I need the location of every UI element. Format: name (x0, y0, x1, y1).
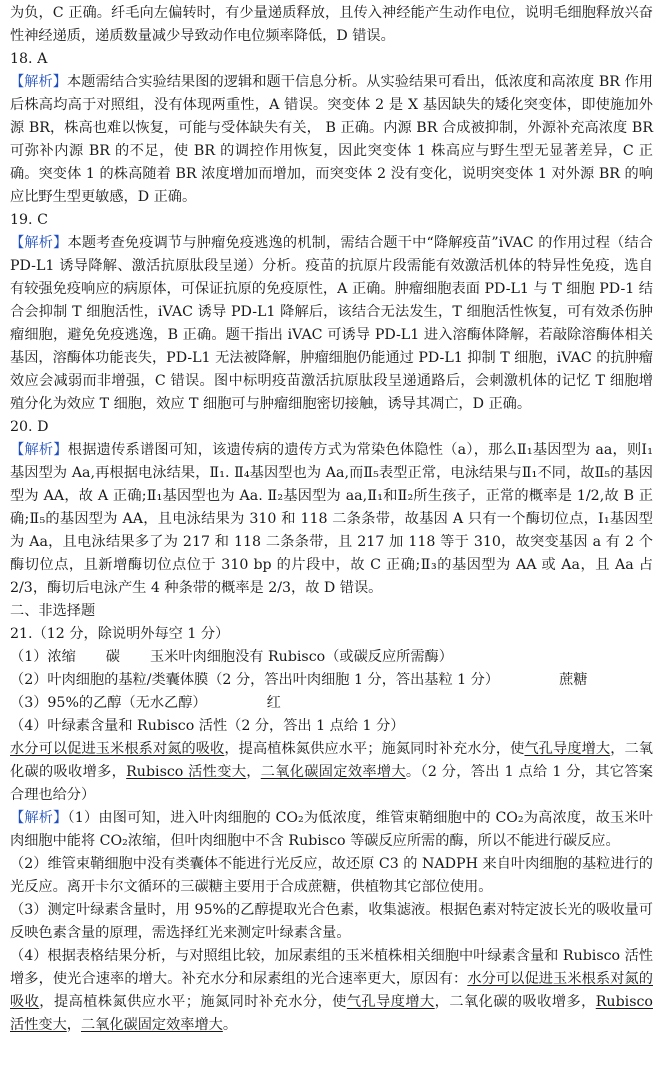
q20-analysis-tag: 【解析】 (10, 442, 68, 458)
q18-explanation (10, 71, 653, 209)
q21-explanation-4-underline-4: 二氧化碳固定效率增大 (80, 1017, 223, 1033)
q21-answer-3-a: （3）95%的乙醇（无水乙醇） (10, 695, 207, 711)
q21-answer-4: （4）叶绿素含量和 Rubisco 活性（2 分，答出 1 点给 1 分） (10, 718, 405, 734)
q19-answer-header: 19. C (10, 212, 48, 228)
q21-explanation-4-underline-1: 水分可以促进玉米根系对氮的吸收 (10, 971, 653, 1010)
q19-explanation-text: 本题考查免疫调节与肿瘤免疫逃逸的机制，需结合题干中“降解疫苗”iVAC 的作用过程（结合 PD-L1 诱导降解、激活抗原肽段呈递）分析。疫苗的抗原片段需能有效激活机体的特异性免疫，选自有较强免疫响应的病原体，可保证抗原的免疫原性，A 正确。肿瘤细胞表面 PD-L1 与 T 细胞 PD-1 结合会抑制 T 细胞活性，iVAC 诱导 PD-L1 降解后，该结合无法发生，T 细胞活性恢复，可有效杀伤肿瘤细胞，避免免疫逃逸，B 正确。题干指出 iVAC 可诱导 PD-L1 进入溶酶体降解，若敲除溶酶体相关基因，溶酶体功能丧失，PD-L1 无法被降解，肿瘤细胞仍能通过 PD-L1 抑制 T 细胞，iVAC 的抗肿瘤效应会减弱而非增强，C 错误。图中标明疫苗激活抗原肽段呈递通路后，会刺激机体的记忆 T 细胞增殖分化为效应 T 细胞，效应 T 细胞可与肿瘤细胞密切接触，诱导其凋亡，D 正确。 (10, 235, 653, 412)
q21-answer-2-a: （2）叶肉细胞的基粒/类囊体膜（2 分，答出叶肉细胞 1 分，答出基粒 1 分） (10, 672, 500, 688)
q21-answer-5-text-3: ， (246, 764, 261, 780)
q20-answer-header: 20. D (10, 419, 49, 435)
q18-answer-header: 18. A (10, 51, 48, 67)
q21-explanation-4-text-1: （4）根据表格结果分析，与对照组比较，加尿素组的玉米植株相关细胞中叶绿素含量和 Rubisco 活性增多，使光合速率的增大。补充水分和尿素组的光合速率更大，原因有： (10, 948, 653, 987)
q21-answer-2-b: 蔗糖 (559, 672, 588, 688)
q21-analysis-tag: 【解析】 (10, 810, 68, 826)
q21-answer-5-underline-1: 水分可以促进玉米根系对氮的吸收 (10, 741, 225, 757)
q21-explanation-4-text-5: 。 (222, 1017, 238, 1033)
q21-answer-5 (10, 738, 653, 807)
section-title: 二、非选择题 (10, 603, 96, 619)
q21-answer-5-text-1: ，提高植株氮供应水平；施氮同时补充水分，使 (224, 741, 525, 757)
q21-answer-1-b: 碳 (105, 649, 120, 665)
q21-answer-5-underline-3: Rubisco 活性变大 (126, 764, 247, 780)
q19-explanation (10, 232, 653, 416)
q18-analysis-tag: 【解析】 (10, 74, 68, 90)
q21-explanation-2: （2）维管束鞘细胞中没有类囊体不能进行光反应，故还原 C3 的 NADPH 来自叶肉细胞的基粒进行的光反应。离开卡尔文循环的三碳糖主要用于合成蔗糖，供植物其它部位使用。 (10, 856, 653, 895)
q21-explanation-4-underline-3: Rubisco 活性变大 (10, 994, 653, 1033)
q21-answer-5-text-4: 。（2 分，答出 1 点给 1 分，其它答案合理也给分） (10, 764, 653, 803)
q20-explanation (10, 439, 653, 600)
q21-explanation-4-underline-2: 气孔导度增大 (346, 994, 435, 1010)
q21-answer-1-a: （1）浓缩 (10, 649, 76, 665)
q21-answer-1 (10, 646, 653, 669)
q21-explanation-3: （3）测定叶绿素含量时，用 95%的乙醇提取光合色素，收集滤液。根据色素对特定波长光的吸收量可反映色素含量的原理，需选择红光来测定叶绿素含量。 (10, 902, 653, 941)
q21-answer-3 (10, 692, 653, 715)
q21-explanation-1-text: （1）由图可知，进入叶肉细胞的 CO₂为低浓度，维管束鞘细胞中的 CO₂为高浓度，故玉米叶肉细胞中能将 CO₂浓缩，但叶肉细胞中不含 Rubisco 等碳反应所需的酶，所以不能进行碳反应。 (10, 810, 653, 849)
q21-answer-5-underline-2: 气孔导度增大 (524, 741, 611, 757)
q18-explanation-text: 本题需结合实验结果图的逻辑和题干信息分析。从实验结果可看出，低浓度和高浓度 BR 作用后株高均高于对照组，没有体现两重性，A 错误。突变体 2 是 X 基因缺失的矮化突变体，即使施加外源 BR，株高也难以恢复，可能与受体缺失有关， B 正确。内源 BR 合成被抑制，外源补充高浓度 BR 可弥补内源 BR 的不足，使 BR 的调控作用恢复，因此突变体 1 株高应与野生型无显著差异，C 正确。突变体 1 的株高随着 BR 浓度增加而增加，而突变体 2 没有变化，说明突变体 1 对外源 BR 的响应比野生型更敏感，D 正确。 (10, 74, 653, 205)
q21-explanation-4 (10, 945, 653, 1037)
intro-paragraph: 为负，C 正确。纤毛向左偏转时，有少量递质释放，且传入神经能产生动作电位，说明毛细胞释放兴奋性神经递质，递质数量减少导致动作电位频率降低，D 错误。 (10, 5, 653, 44)
q21-explanation-4-text-4: ， (66, 1017, 81, 1033)
q21-answer-1-c: 玉米叶肉细胞没有 Rubisco（或碳反应所需酶） (149, 649, 453, 665)
q21-answer-2 (10, 669, 653, 692)
q21-answer-header: 21.（12 分，除说明外每空 1 分） (10, 626, 230, 642)
q21-answer-3-b: 红 (266, 695, 281, 711)
q21-explanation-4-text-2: ，提高植株氮供应水平；施氮同时补充水分，使 (39, 994, 347, 1010)
q21-explanation-4-text-3: ，二氧化碳的吸收增多， (434, 994, 596, 1010)
q19-analysis-tag: 【解析】 (10, 235, 68, 251)
q21-answer-5-text-2: ，二氧化碳的吸收增多， (10, 741, 653, 780)
q21-answer-5-underline-4: 二氧化碳固定效率增大 (260, 764, 406, 780)
q21-explanation-1 (10, 807, 653, 853)
q20-explanation-text: 根据遗传系谱图可知，该遗传病的遗传方式为常染色体隐性（a），那么Ⅱ₁基因型为 aa，则Ⅰ₁基因型为 Aa,再根据电泳结果，Ⅱ₁. Ⅱ₄基因型也为 Aa,而Ⅱ₅表型正常，电泳结果与Ⅱ₁不同，故Ⅱ₅的基因型为 AA，故 A 正确;Ⅱ₁基因型也为 Aa. Ⅱ₂基因型为 aa,Ⅱ₁和Ⅱ₂所生孩子，正常的概率是 1/2,故 B 正确;Ⅱ₅的基因型为 AA，且电泳结果为 310 和 118 二条条带，故基因 A 只有一个酶切位点，Ⅰ₁基因型为 Aa，且电泳结果多了为 217 和 118 二条条带，且 217 加 118 等于 310，故突变基因 a 有 2 个酶切位点，且新增酶切位点位于 310 bp 的片段中，故 C 正确;Ⅱ₃的基因型为 AA 或 Aa，且 Aa 占 2/3，酶切后电泳产生 4 种条带的概率是 2/3，故 D 错误。 (10, 442, 653, 596)
